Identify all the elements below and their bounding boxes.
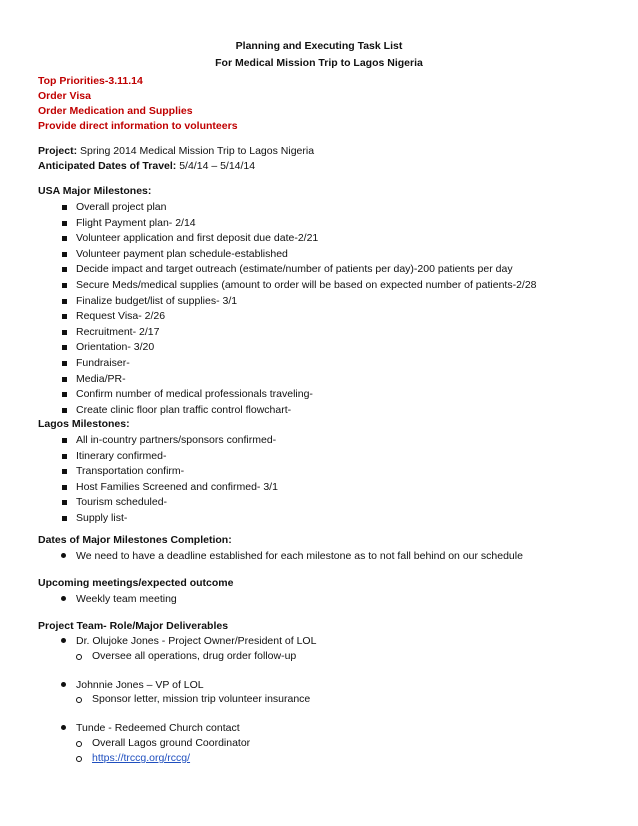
usa-milestone-item: Secure Meds/medical supplies (amount to order will be based on expected number of patients-2/28 (76, 279, 537, 291)
lagos-milestone-item: Supply list- (76, 512, 128, 524)
bullet-square-icon (62, 314, 67, 319)
meetings-item: Weekly team meeting (76, 593, 177, 605)
bullet-square-icon (62, 267, 67, 272)
bullet-square-icon (62, 500, 67, 505)
lagos-milestone-item: Host Families Screened and confirmed- 3/1 (76, 480, 278, 493)
meetings-heading: Upcoming meetings/expected outcome (38, 577, 234, 589)
usa-milestones-heading: USA Major Milestones: (38, 185, 152, 197)
usa-milestone-item: Decide impact and target outreach (estimate/number of patients per day)-200 patients per day (76, 263, 513, 276)
lagos-milestone-item: All in-country partners/sponsors confirmed- (76, 434, 277, 446)
usa-milestone-item: Recruitment- 2/17 (76, 325, 160, 338)
usa-milestone-item: Volunteer payment plan schedule-established (76, 247, 288, 260)
bullet-dot-icon (61, 638, 66, 643)
usa-milestone-item: Request Visa- 2/26 (76, 310, 166, 323)
bullet-square-icon (62, 236, 67, 241)
bullet-square-icon (62, 361, 67, 366)
team-member-role: Overall Lagos ground Coordinator (92, 737, 251, 749)
usa-milestone-item: Confirm number of medical professionals traveling- (76, 388, 313, 401)
project-label: Project: (38, 145, 78, 157)
team-heading: Project Team- Role/Major Deliverables (38, 620, 229, 632)
priority-item: Provide direct information to volunteers (38, 120, 238, 132)
doc-title: Planning and Executing Task List (235, 40, 403, 52)
bullet-circle-icon (76, 654, 82, 660)
bullet-circle-icon (76, 741, 82, 747)
project-line (38, 144, 314, 158)
lagos-milestone-item: Transportation confirm- (76, 465, 185, 478)
travel-dates-line (38, 159, 255, 173)
doc-subtitle: For Medical Mission Trip to Lagos Nigeria (215, 57, 423, 69)
bullet-dot-icon (61, 682, 66, 687)
bullet-square-icon (62, 516, 67, 521)
completion-item: We need to have a deadline established for each milestone as to not fall behind on our schedule (76, 550, 523, 562)
bullet-square-icon (62, 408, 67, 413)
usa-milestone-item: Create clinic floor plan traffic control flowchart- (76, 403, 292, 416)
project-value: Spring 2014 Medical Mission Trip to Lagos Nigeria (77, 145, 315, 157)
priorities-heading: Top Priorities-3.11.14 (38, 75, 143, 87)
bullet-square-icon (62, 252, 67, 257)
usa-milestone-item: Fundraiser- (76, 357, 130, 369)
bullet-square-icon (62, 377, 67, 382)
usa-milestone-item: Flight Payment plan- 2/14 (76, 216, 196, 229)
bullet-square-icon (62, 438, 67, 443)
bullet-square-icon (62, 221, 67, 226)
completion-heading: Dates of Major Milestones Completion: (38, 534, 232, 546)
team-member: Johnnie Jones – VP of LOL (76, 679, 204, 691)
priority-item: Order Medication and Supplies (38, 105, 193, 117)
church-website-link[interactable]: https://trccg.org/rccg/ (92, 752, 191, 764)
lagos-milestone-item: Tourism scheduled- (76, 496, 168, 509)
team-member-role: Sponsor letter, mission trip volunteer insurance (92, 693, 311, 705)
bullet-square-icon (62, 299, 67, 304)
lagos-milestones-heading: Lagos Milestones: (38, 418, 130, 430)
bullet-dot-icon (61, 725, 66, 730)
bullet-dot-icon (61, 553, 66, 558)
bullet-square-icon (62, 469, 67, 474)
usa-milestone-item: Volunteer application and first deposit due date-2/21 (76, 232, 319, 245)
usa-milestone-item: Media/PR- (76, 372, 126, 385)
team-member: Dr. Olujoke Jones - Project Owner/President of LOL (76, 635, 317, 647)
team-member: Tunde - Redeemed Church contact (76, 722, 240, 734)
bullet-dot-icon (61, 596, 66, 601)
bullet-square-icon (62, 392, 67, 397)
lagos-milestone-item: Itinerary confirmed- (76, 449, 167, 462)
bullet-square-icon (62, 205, 67, 210)
bullet-square-icon (62, 454, 67, 459)
usa-milestone-item: Orientation- 3/20 (76, 341, 155, 354)
team-member-role: Oversee all operations, drug order follow-up (92, 650, 297, 662)
bullet-circle-icon (76, 756, 82, 762)
travel-dates-label: Anticipated Dates of Travel: (38, 160, 177, 172)
usa-milestone-item: Overall project plan (76, 201, 167, 213)
bullet-square-icon (62, 283, 67, 288)
bullet-circle-icon (76, 697, 82, 703)
bullet-square-icon (62, 345, 67, 350)
bullet-square-icon (62, 485, 67, 490)
travel-dates-value: 5/4/14 – 5/14/14 (176, 160, 256, 172)
usa-milestone-item: Finalize budget/list of supplies- 3/1 (76, 294, 238, 307)
bullet-square-icon (62, 330, 67, 335)
priority-item: Order Visa (38, 90, 91, 102)
